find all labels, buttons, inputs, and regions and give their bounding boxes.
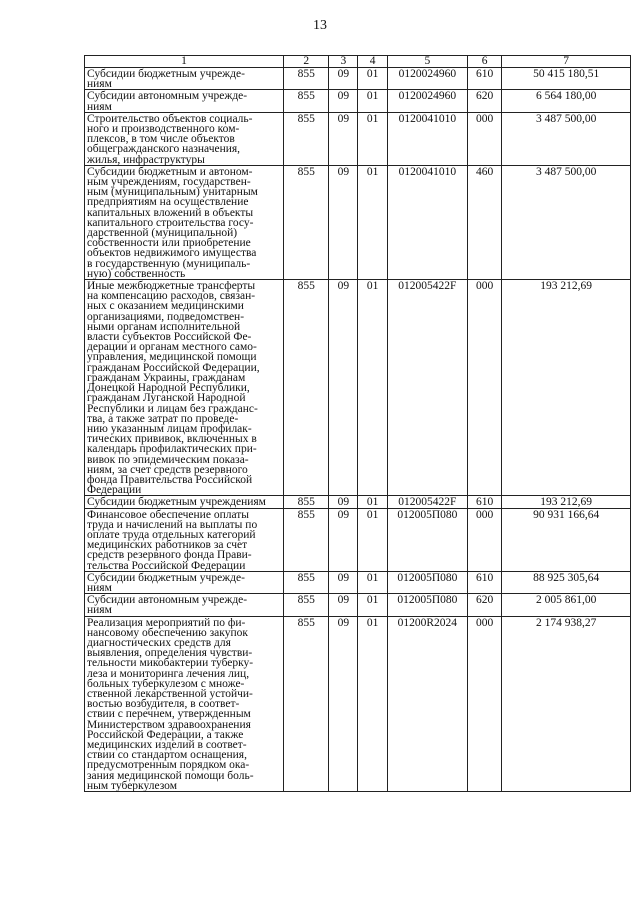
column-header-1: 1 <box>85 56 284 68</box>
target-article-cell: 012005П080 <box>387 594 467 616</box>
subsection-cell: 01 <box>358 165 387 279</box>
section-cell: 09 <box>329 508 358 571</box>
ministry-code-cell: 855 <box>284 594 329 616</box>
table-row <box>85 280 631 496</box>
expense-type-cell: 610 <box>468 571 502 593</box>
expense-name-cell: Субсидии бюджетным учрежде- ниям <box>85 571 284 593</box>
subsection-cell: 01 <box>358 68 387 90</box>
budget-table <box>84 55 631 792</box>
expense-name-cell: Реализация мероприятий по фи- нансовому обеспечению закупок диагностических средств для выявления, определения чувстви- тельности микобактерии туберку- леза и мониторинга лечения лиц, больных туберкулезом с множе- ственной лекарственной устойчи- востью возбудителя, в соответ- ствии с перечнем, утвержденным Министерством здравоохранения Российской Федерации, а также медицинских изделий в соответ- ствии со стандартом оснащения, предусмотренным порядком ока- зания медицинской помощи боль- ным туберкулезом <box>85 616 284 791</box>
ministry-code-cell: 855 <box>284 112 329 165</box>
target-article-cell: 012005422F <box>387 280 467 496</box>
table-row <box>85 508 631 571</box>
section-cell: 09 <box>329 280 358 496</box>
subsection-cell: 01 <box>358 112 387 165</box>
section-cell: 09 <box>329 594 358 616</box>
ministry-code-cell: 855 <box>284 508 329 571</box>
column-header-5: 5 <box>387 56 467 68</box>
subsection-cell: 01 <box>358 571 387 593</box>
section-cell: 09 <box>329 496 358 508</box>
amount-cell: 193 212,69 <box>502 280 631 496</box>
amount-cell: 193 212,69 <box>502 496 631 508</box>
ministry-code-cell: 855 <box>284 280 329 496</box>
table-row <box>85 594 631 616</box>
expense-name-cell: Субсидии бюджетным учреждениям <box>85 496 284 508</box>
expense-name-cell: Строительство объектов социаль- ного и производственного ком- плексов, в том числе объектов общегражданского назначения, жилья, инфраструктуры <box>85 112 284 165</box>
page-number: 13 <box>313 18 327 33</box>
target-article-cell: 01200R2024 <box>387 616 467 791</box>
target-article-cell: 012005П080 <box>387 508 467 571</box>
table-row <box>85 496 631 508</box>
table-row <box>85 68 631 90</box>
column-header-7: 7 <box>502 56 631 68</box>
table-row <box>85 112 631 165</box>
subsection-cell: 01 <box>358 616 387 791</box>
subsection-cell: 01 <box>358 594 387 616</box>
amount-cell: 3 487 500,00 <box>502 112 631 165</box>
expense-type-cell: 000 <box>468 280 502 496</box>
expense-name-cell: Субсидии бюджетным учрежде- ниям <box>85 68 284 90</box>
target-article-cell: 0120024960 <box>387 68 467 90</box>
amount-cell: 90 931 166,64 <box>502 508 631 571</box>
subsection-cell: 01 <box>358 90 387 112</box>
amount-cell: 6 564 180,00 <box>502 90 631 112</box>
subsection-cell: 01 <box>358 280 387 496</box>
amount-cell: 50 415 180,51 <box>502 68 631 90</box>
expense-type-cell: 000 <box>468 112 502 165</box>
expense-name-cell: Субсидии бюджетным и автоном- ным учреждениям, государствен- ным (муниципальным) унитарным предприятиям на осуществление капитальных вложений в объекты капитального строительства госу- дарственной (муниципальной) собственности или приобретение объектов недвижимого имущества в государственную (муниципаль- ную) собственность <box>85 165 284 279</box>
target-article-cell: 0120041010 <box>387 112 467 165</box>
amount-cell: 3 487 500,00 <box>502 165 631 279</box>
amount-cell: 88 925 305,64 <box>502 571 631 593</box>
section-cell: 09 <box>329 165 358 279</box>
table-row <box>85 571 631 593</box>
expense-name-cell: Субсидии автономным учрежде- ниям <box>85 594 284 616</box>
table-row <box>85 616 631 791</box>
column-header-6: 6 <box>468 56 502 68</box>
expense-type-cell: 610 <box>468 68 502 90</box>
subsection-cell: 01 <box>358 508 387 571</box>
section-cell: 09 <box>329 112 358 165</box>
expense-type-cell: 620 <box>468 594 502 616</box>
ministry-code-cell: 855 <box>284 571 329 593</box>
ministry-code-cell: 855 <box>284 496 329 508</box>
amount-cell: 2 005 861,00 <box>502 594 631 616</box>
table-body <box>85 68 631 792</box>
column-header-4: 4 <box>358 56 387 68</box>
ministry-code-cell: 855 <box>284 90 329 112</box>
target-article-cell: 0120024960 <box>387 90 467 112</box>
expense-type-cell: 620 <box>468 90 502 112</box>
table-row <box>85 165 631 279</box>
amount-cell: 2 174 938,27 <box>502 616 631 791</box>
expense-name-cell: Иные межбюджетные трансферты на компенсацию расходов, связан- ных с оказанием медицинскими организациями, подведомствен- ными органам исполнительной власти субъектов Российской Фе- дерации и органам местного само- управления, медицинской помощи гражданам Российской Федерации, гражданам Украины, гражданам Донецкой Народной Республики, гражданам Луганской Народной Республики и лицам без гражданс- тва, а также затрат по проведе- нию указанным лицам профилак- тических прививок, включенных в календарь профилактических при- вивок по эпидемическим показа- ниям, за счет средств резервного фонда Правительства Российской Федерации <box>85 280 284 496</box>
section-cell: 09 <box>329 68 358 90</box>
ministry-code-cell: 855 <box>284 68 329 90</box>
ministry-code-cell: 855 <box>284 616 329 791</box>
column-header-3: 3 <box>329 56 358 68</box>
target-article-cell: 012005П080 <box>387 571 467 593</box>
expense-name-cell: Финансовое обеспечение оплаты труда и начислений на выплаты по оплате труда отдельных категорий медицинских работников за счет средств резервного фонда Прави- тельства Российской Федерации <box>85 508 284 571</box>
column-header-2: 2 <box>284 56 329 68</box>
section-cell: 09 <box>329 571 358 593</box>
expense-type-cell: 460 <box>468 165 502 279</box>
expense-name-cell: Субсидии автономным учрежде- ниям <box>85 90 284 112</box>
expense-type-cell: 000 <box>468 616 502 791</box>
expense-type-cell: 000 <box>468 508 502 571</box>
target-article-cell: 0120041010 <box>387 165 467 279</box>
column-number-row <box>85 56 631 68</box>
section-cell: 09 <box>329 616 358 791</box>
target-article-cell: 012005422F <box>387 496 467 508</box>
subsection-cell: 01 <box>358 496 387 508</box>
ministry-code-cell: 855 <box>284 165 329 279</box>
section-cell: 09 <box>329 90 358 112</box>
expense-type-cell: 610 <box>468 496 502 508</box>
table-row <box>85 90 631 112</box>
